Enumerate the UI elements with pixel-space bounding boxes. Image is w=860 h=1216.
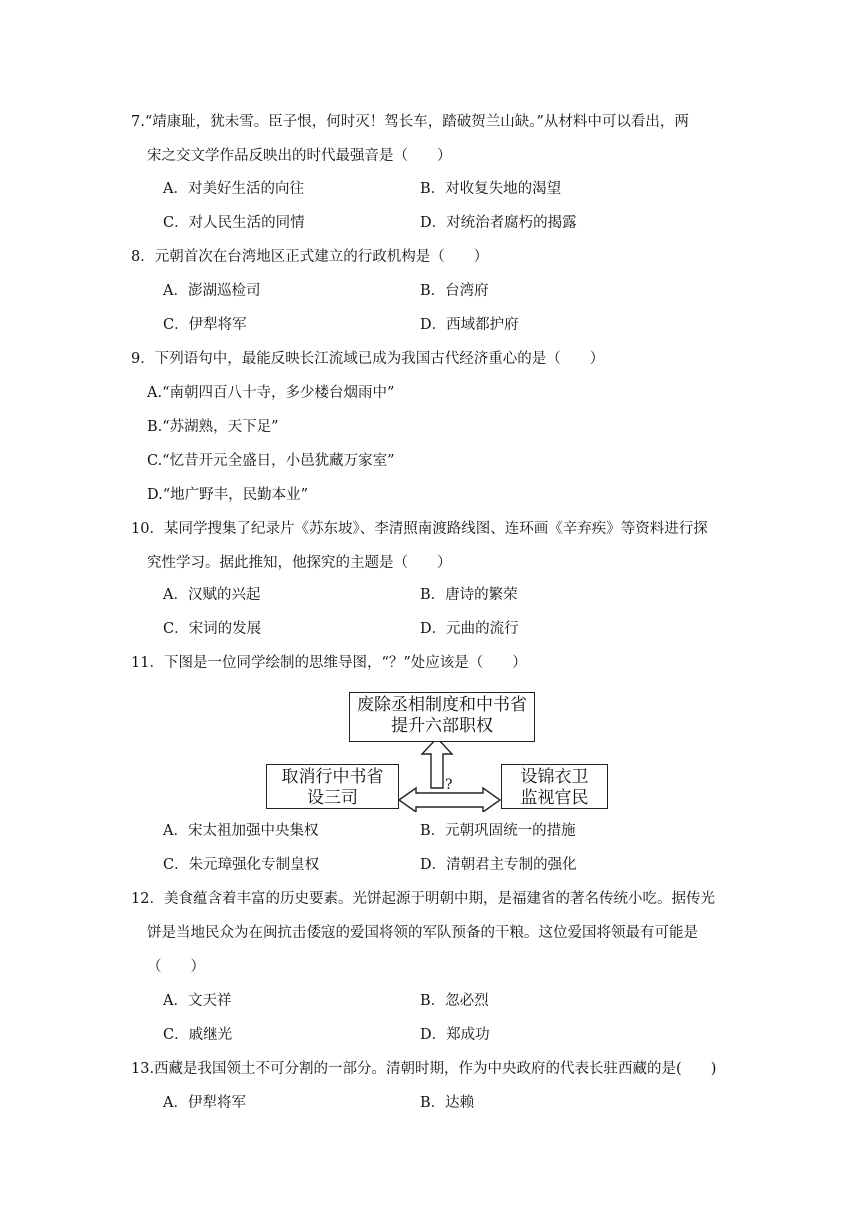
option-c: C．朱元璋强化专制皇权 [163,857,320,873]
option-d: D．元曲的流行 [420,621,519,637]
question-stem-line: 7.“靖康耻，犹未雪。臣子恨，何时灭！驾长车，踏破贺兰山缺。”从材料中可以看出，两 [131,114,689,130]
option-d: D．郑成功 [420,1027,490,1043]
option-b: B．唐诗的繁荣 [420,587,518,603]
question-stem-line: （ ） [147,959,205,975]
right-box-line: 监视官民 [520,788,589,808]
right-box [501,764,608,809]
option-c: C．伊犁将军 [163,317,247,333]
option-a: A．对美好生活的向往 [163,181,304,197]
left-box [266,764,399,809]
option-b: B．元朝巩固统一的措施 [420,823,576,839]
question-mark: ? [445,777,453,793]
option-a: A．澎湖巡检司 [163,283,261,299]
option-d: D.“地广野丰，民勤本业” [147,487,309,503]
option-d: D．清朝君主专制的强化 [420,857,577,873]
question-stem-line: 13.西藏是我国领土不可分割的一部分。清朝时期，作为中央政府的代表长驻西藏的是( ) [131,1061,717,1077]
top-box-line: 废除丞相制度和中书省 [357,695,527,715]
option-b: B．忽必烈 [420,993,489,1009]
option-c: C．宋词的发展 [163,621,262,637]
option-b: B．达赖 [420,1095,475,1111]
question-stem-line: 11．下图是一位同学绘制的思维导图，“？”处应该是（ ） [131,655,527,671]
option-b: B.“苏湖熟，天下足” [147,419,279,435]
option-a: A．宋太祖加强中央集权 [163,823,319,839]
option-d: D．西域都护府 [420,317,519,333]
right-box-line: 设锦衣卫 [520,767,589,787]
question-stem-line: 8．元朝首次在台湾地区正式建立的行政机构是（ ） [131,249,489,265]
top-box-line: 提升六部职权 [391,716,493,736]
option-c: C．对人民生活的同情 [163,215,305,231]
mind-map-diagram [262,692,612,812]
question-stem-line: 10．某同学搜集了纪录片《苏东坡》、李清照南渡路线图、连环画《辛弃疾》等资料进行探 [131,521,708,537]
option-b: B．台湾府 [420,283,489,299]
option-a: A．汉赋的兴起 [163,587,261,603]
option-d: D．对统治者腐朽的揭露 [420,215,577,231]
option-c: C．戚继光 [163,1027,233,1043]
question-stem-line: 12．美食蕴含着丰富的历史要素。光饼起源于明朝中期，是福建省的著名传统小吃。据传光 [131,891,715,907]
option-a: A.“南朝四百八十寺，多少楼台烟雨中” [147,385,395,401]
question-stem-line: 宋之交文学作品反映出的时代最强音是（ ） [147,148,452,164]
option-a: A．文天祥 [163,993,232,1009]
option-a: A．伊犁将军 [163,1095,246,1111]
question-stem-line: 究性学习。据此推知，他探究的主题是（ ） [147,555,452,571]
left-box-line: 取消行中书省 [281,767,384,787]
option-b: B．对收复失地的渴望 [420,181,562,197]
top-box [349,692,535,742]
question-stem-line: 饼是当地民众为在闽抗击倭寇的爱国将领的军队预备的干粮。这位爱国将领最有可能是 [147,925,698,941]
question-stem-line: 9．下列语句中，最能反映长江流域已成为我国古代经济重心的是（ ） [131,351,605,367]
left-box-line: 设三司 [307,788,358,808]
option-c: C.“忆昔开元全盛日，小邑犹藏万家室” [147,453,395,469]
